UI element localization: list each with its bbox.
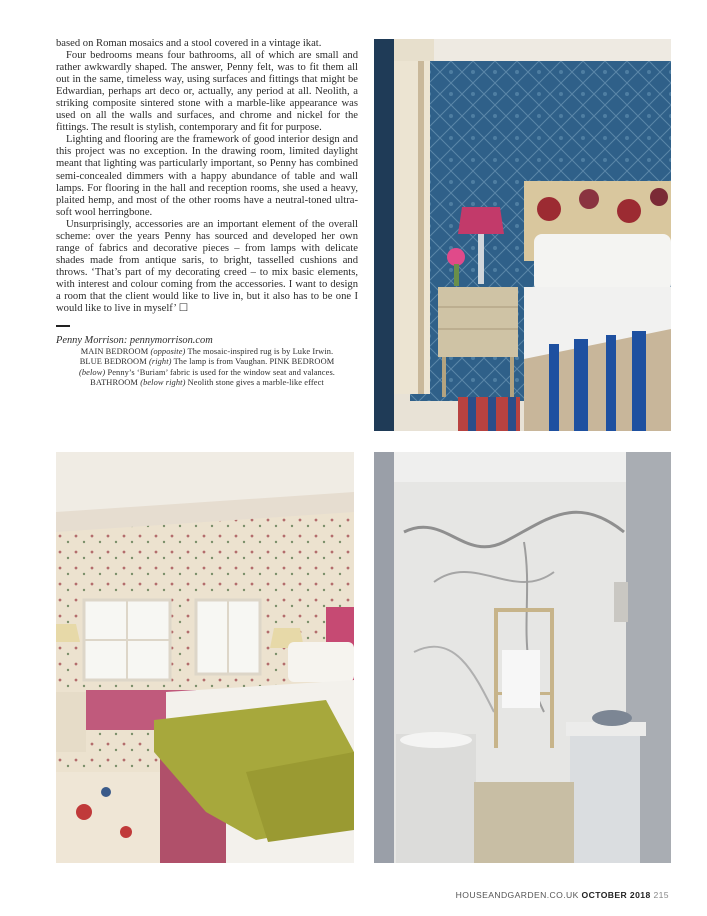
issue-date: OCTOBER 2018 [581,890,651,900]
caption-text: The lamp is from Vaughan. [171,357,270,367]
designer-credit: Penny Morrison: pennymorrison.com [56,335,213,347]
caption-room: BLUE BEDROOM [79,357,147,367]
article-text-column [56,38,358,388]
caption-room: MAIN BEDROOM [80,347,149,357]
caption-text: The mosaic-inspired rug is by Luke Irwin. [185,347,334,357]
pink-bedroom-photo [56,452,354,863]
caption-text: Penny’s ‘Buriam’ fabric is used for the window seat and valances. [105,367,335,377]
blue-bedroom-photo [374,39,671,431]
body-paragraph: based on Roman mosaics and a stool covered in a vintage ikat. [56,38,322,49]
body-paragraph: Four bedrooms means four bathrooms, all of which are small and rather awkwardly shaped. The answer, Penny felt, was to fit them all out in the same, timeless way, using surfaces and fittings that might be Edwardian, perhaps art deco or, actually, any period at all. Neolith, a striking composite sintered stone with a marble-like appearance was used on all the walls and surfaces, and chrome and nickel for the fittings. The result is stylish, contemporary and fit for purpose. [56,50,358,134]
page-number: 215 [653,890,669,900]
body-paragraph: Unsurprisingly, accessories are an important element of the overall scheme: over the years Penny has sourced and developed her own range of fabrics and decorative pieces – from lamps with delicate shades made from antique saris, to bright, tasselled cushions and throws. ‘That’s part of my decorating creed – to mix basic elements, with interest and colour coming from the accessories. I want to design a room that the client would like to live in, but it also has to be one I would like to live in myself’ ☐ [56,218,358,315]
body-paragraph: Lighting and flooring are the framework of good interior design and this project was no exception. In the drawing room, limited daylight meant that lighting was particularly important, so Penny has combined semi-concealed dimmers with a happy abundance of table and wall lamps. For flooring in the hall and reception rooms, she used a heavy, plaited hemp, and most of the other rooms have a neutral-toned ultra-soft wool herringbone. [56,134,358,218]
caption-room: PINK BEDROOM [269,357,335,367]
end-rule [56,325,70,327]
caption-room: BATHROOM [90,377,138,387]
caption-position: (opposite) [150,347,186,357]
caption-position: (below) [78,367,106,377]
photo-caption [56,347,358,388]
caption-position: (below right) [140,377,186,387]
page-folio [456,890,669,900]
site-url: HOUSEANDGARDEN.CO.UK [455,890,579,900]
caption-text: Neolith stone gives a marble-like effect [185,377,324,387]
caption-position: (right) [148,357,172,367]
bathroom-photo [374,452,671,863]
